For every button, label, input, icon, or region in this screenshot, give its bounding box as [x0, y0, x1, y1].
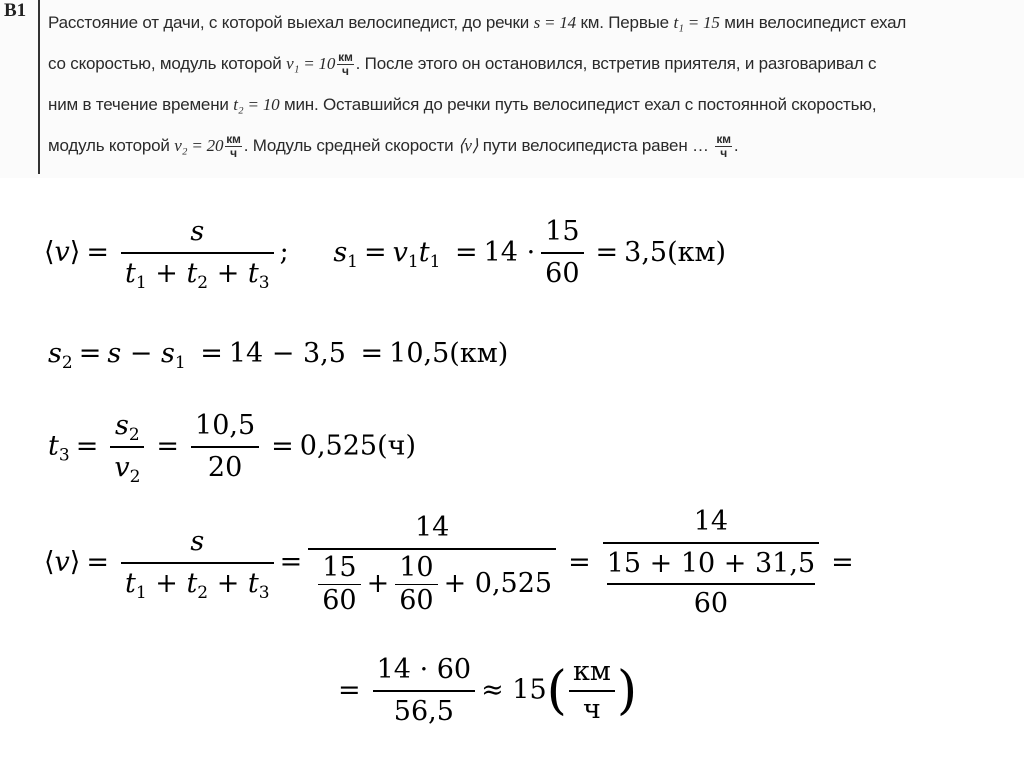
- problem-divider: [38, 0, 40, 174]
- fraction-s2-over-v2: $\frac{𝑠_2}{𝑣_2}$: [110, 410, 144, 484]
- fraction-14-over-sum-60: 14 15 + 10 + 31,5 60: [603, 506, 819, 620]
- fraction-10-over-60: $\frac{10}{60}$: [395, 554, 437, 615]
- formula-s1: 𝑠$_1$ = 𝑣$_1$𝑡$_1$ = 14 · $\frac{15}{60}$ = 3,5(км): [333, 216, 727, 289]
- fraction-15-over-60: $\frac{15}{60}$: [318, 554, 360, 615]
- problem-statement: [0, 0, 1024, 178]
- problem-text: [48, 2, 1018, 166]
- problem-line-3: ним в течение времени t₂ = 10 мин. Оставшийся до речки путь велосипедист ехал с постоянной скоростью,: [48, 95, 877, 114]
- fraction-10-5-over-20: $\frac{10,5}{20}$: [191, 410, 259, 484]
- unit-fraction-km-h: км ч: [226, 132, 241, 161]
- unit-fraction-km-h: $\frac{км}{ч}$: [569, 658, 615, 724]
- formula-average-speed-computation: ⟨𝑣⟩ = $\frac{\text{𝑠}}{𝑡_1 + 𝑡_2 + 𝑡_3}$ = 14 $\frac{15}{60}$ + $\frac{10}{60}$ + 0,525 = 14 15 + 10 + 31,5 60 =: [44, 506, 854, 619]
- problem-line-1: Расстояние от дачи, с которой выехал велосипедист, до речки s = 14 км. Первые t₁ = 15 мин велосипедист ехал: [48, 13, 907, 32]
- formula-final-result: = $\frac{14 \cdot 60}{56,5}$ ≈ 15( $\frac{км}{ч}$ ): [338, 654, 638, 727]
- unit-fraction-km-h: км ч: [716, 132, 731, 161]
- fraction-s-over-time-sum: $\frac{\text{𝑠}}{𝑡_1 + 𝑡_2 + 𝑡_3}$: [121, 216, 274, 290]
- fraction-14-over-mixed-sum: 14 $\frac{15}{60}$ + $\frac{10}{60}$ + 0,525: [308, 512, 556, 615]
- problem-line-4: модуль которой v₂ = 20 км ч . Модуль средней скорости ⟨v⟩ пути велосипедиста равен … км ч .: [48, 132, 739, 161]
- formula-t3: 𝑡$_3$ = $\frac{𝑠_2}{𝑣_2}$ = $\frac{10,5}{20}$ = 0,525(ч): [48, 410, 416, 487]
- fraction-15-over-60: $\frac{15}{60}$: [541, 216, 583, 290]
- problem-number: В1: [4, 0, 27, 21]
- formula-s2: 𝑠$_2$ = 𝑠 − 𝑠$_1$ = 14 − 3,5 = 10,5(км): [48, 338, 509, 373]
- problem-line-2: со скоростью, модуль которой v₁ = 10 км ч . После этого он остановился, встретив приятеля, и разговаривал с: [48, 50, 877, 79]
- formula-average-speed-definition: ⟨𝑣⟩ = $\frac{\text{𝑠}}{𝑡_1 + 𝑡_2 + 𝑡_3}$ ; 𝑠$_1$ = 𝑣$_1$𝑡$_1$ = 14 · $\frac{15}{60}$ = 3,5(км): [44, 216, 727, 293]
- fraction-s-over-time-sum: $\frac{\text{𝑠}}{𝑡_1 + 𝑡_2 + 𝑡_3}$: [121, 526, 274, 600]
- unit-fraction-km-h: км ч: [338, 50, 353, 79]
- fraction-final: $\frac{14 \cdot 60}{56,5}$: [373, 654, 475, 728]
